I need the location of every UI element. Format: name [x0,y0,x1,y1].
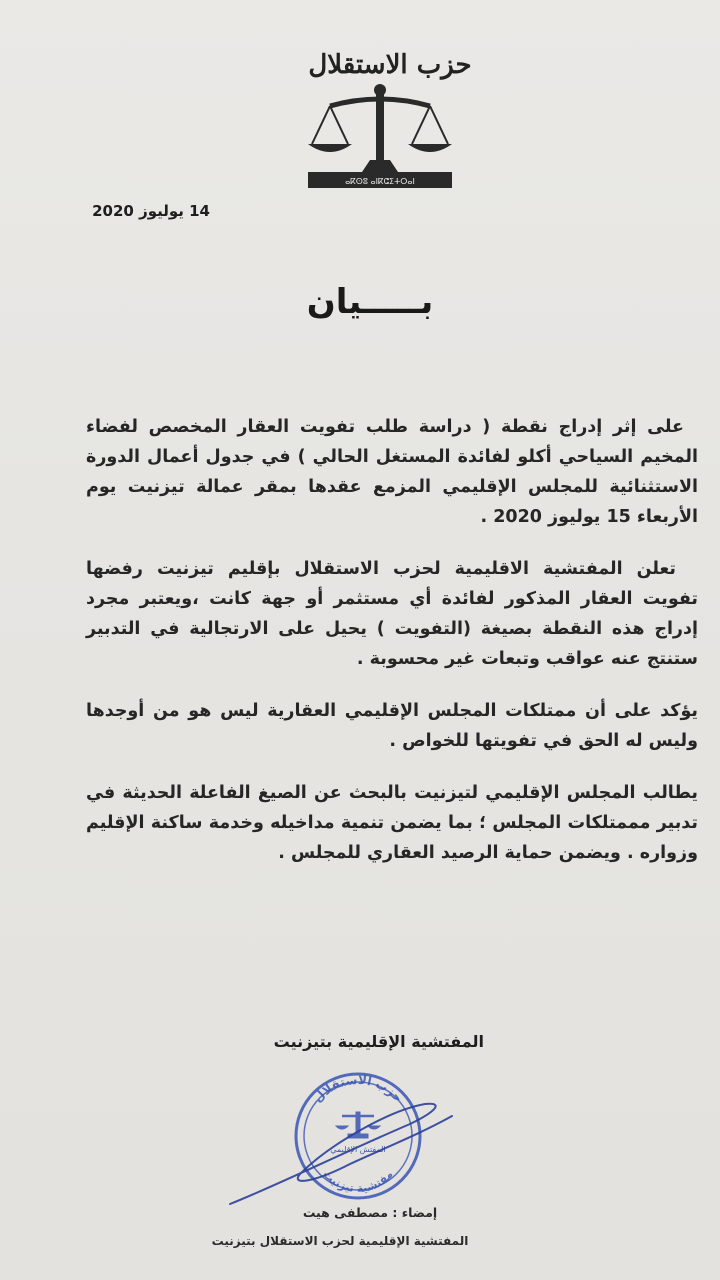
document-date: 14 يوليوز 2020 [92,202,210,220]
document-body [86,412,698,890]
paragraph-4: يطالب المجلس الإقليمي لتيزنيت بالبحث عن الصيغ الفاعلة الحديثة في تدبير مممتلكات المجلس ؛ بما يضمن تنمية مداخيله وخدمة ساكنة الإقليم وزواره . ويضمن حماية الرصيد العقاري للمجلس . [86,783,698,863]
footer-text: المفتشية الإقليمية لحزب الاستقلال بتيزنيت [211,1234,469,1248]
logo-text: حزب الاستقلال [308,50,472,80]
signature-title: المفتشية الإقليمية بتيزنيت [273,1032,484,1051]
paragraph-2: تعلن المفتشية الاقليمية لحزب الاستقلال بإقليم تيزنيت رفضها تفويت العقار المذكور لفائدة أي مستثمر أو جهة كانت ،ويعتبر مجرد إدراج هذه النقطة بصيغة (التفويت ) يحيل على الارتجالية في التدبير ستنتج عنه عواقب وتبعات غير محسوبة . [86,559,698,669]
svg-text:مفتشية تيزنيت: مفتشية تيزنيت [320,1167,396,1196]
paragraph-3: يؤكد على أن ممتلكات المجلس الإقليمي العقارية ليس هو من أوجدها وليس له الحق في تفويتها للخواص . [86,701,698,751]
paragraph-1: على إثر إدراج نقطة ( دراسة طلب تفويت العقار المخصص لفضاء المخيم السياحي أكلو لفائدة المستغل الحالي ) في جدول أعمال الدورة الاستثنائية للمجلس الإقليمي المزمع عقدها بمقر عمالة تيزنيت يوم الأربعاء 15 يوليوز 2020 . [86,417,698,527]
svg-text:المفتش الإقليمي: المفتش الإقليمي [330,1145,386,1154]
signature-name: إمضاء : مصطفى هيت [302,1205,438,1220]
party-logo [290,48,490,198]
tifinagh-text: ⴰⴽⵙⵓ ⴰⵏⴽⵛⵉⵜⵔⴰⵏ [345,177,415,186]
official-stamp [220,1064,460,1224]
svg-text:حزب الاستقلال: حزب الاستقلال [310,1072,406,1106]
stamp-seal-icon [220,1064,460,1224]
document-title: بـــــيان [306,282,434,322]
